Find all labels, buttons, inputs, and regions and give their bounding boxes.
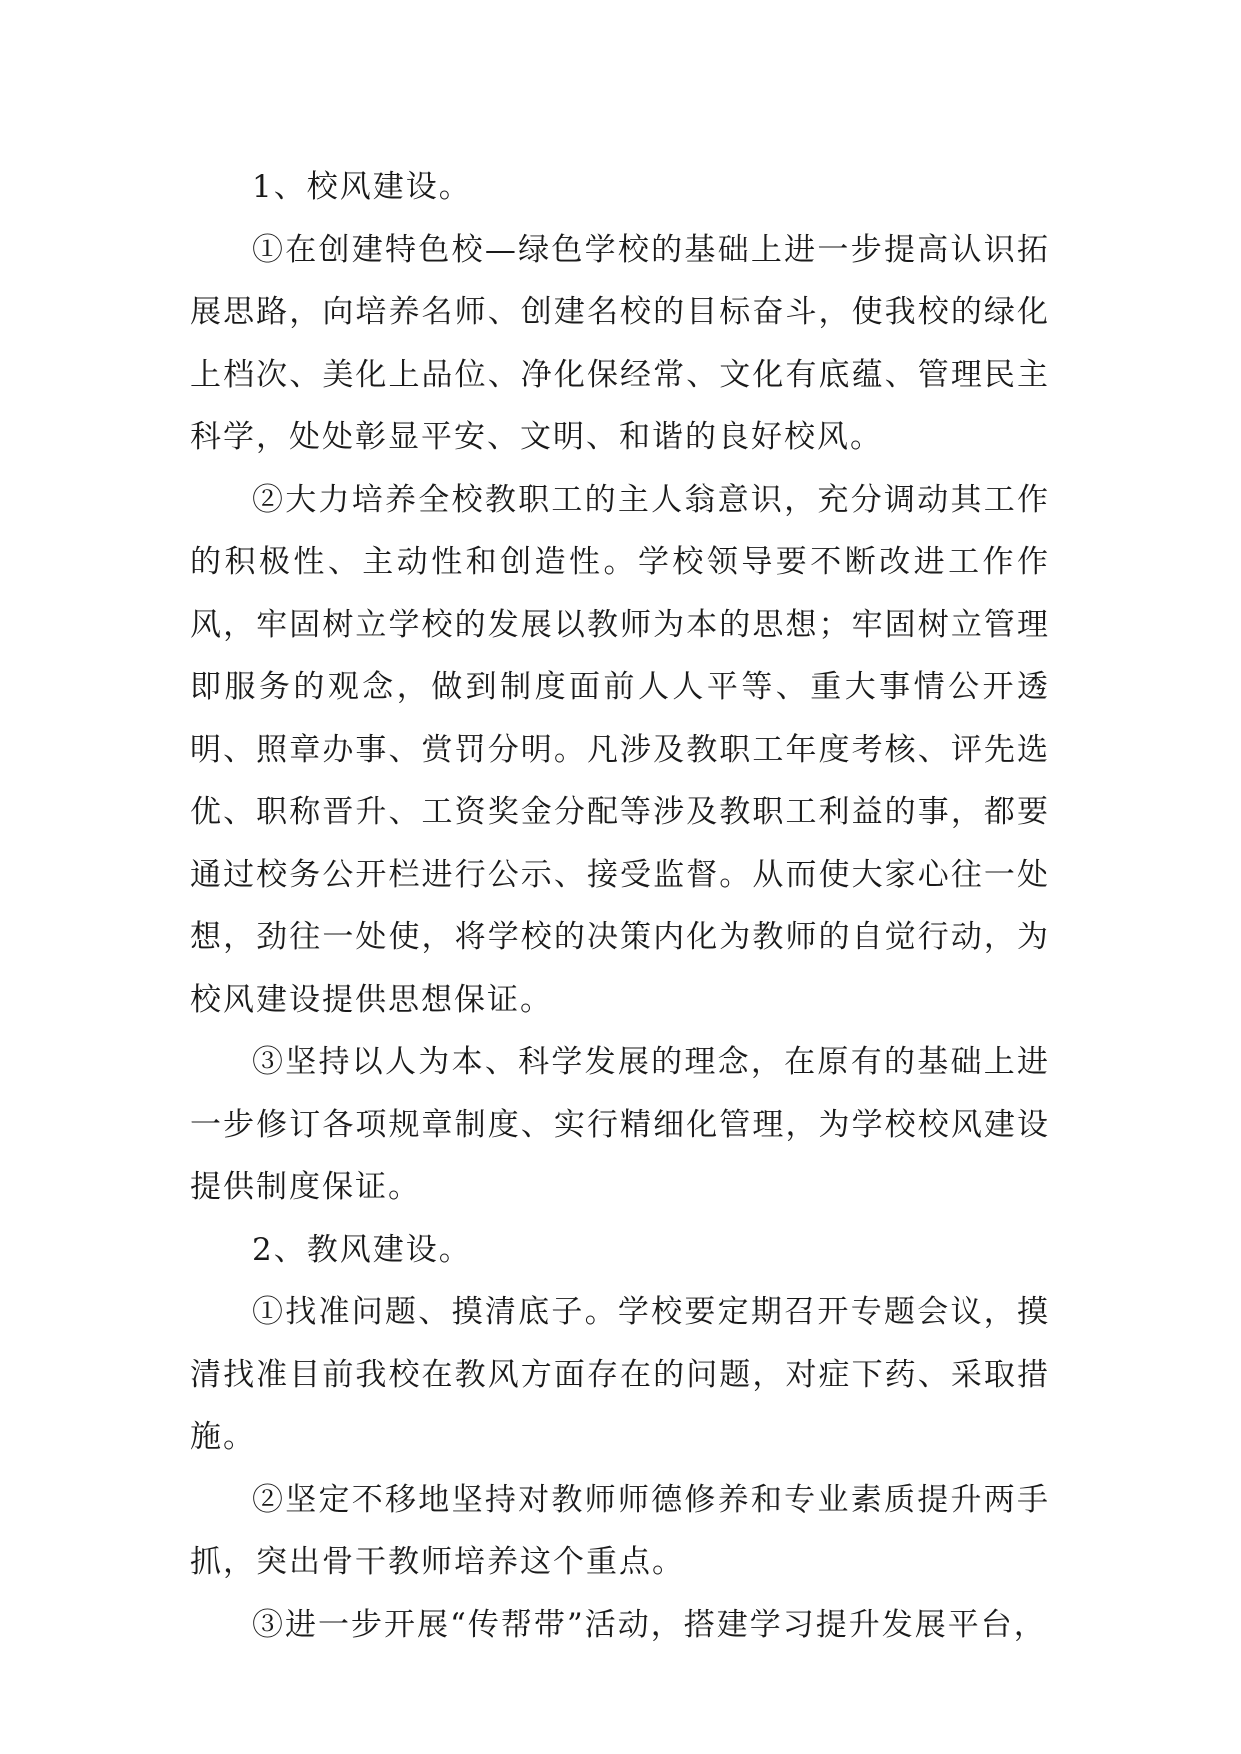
document-body [190,156,1050,1656]
paragraph-teaching-style-1: ①找准问题、摸清底子。学校要定期召开专题会议，摸清找准目前我校在教风方面存在的问题，对症下药、采取措施。 [190,1294,1050,1455]
paragraph-school-style-1: ①在创建特色校—绿色学校的基础上进一步提高认识拓展思路，向培养名师、创建名校的目标奋斗，使我校的绿化上档次、美化上品位、净化保经常、文化有底蕴、管理民主科学，处处彰显平安、文明、和谐的良好校风。 [190,231,1050,455]
paragraph-teaching-style-2: ②坚定不移地坚持对教师师德修养和专业素质提升两手抓，突出骨干教师培养这个重点。 [190,1481,1050,1580]
paragraph-teaching-style-3: ③进一步开展“传帮带”活动，搭建学习提升发展平台， [252,1606,1047,1643]
section-heading-school-style: 1、校风建设。 [252,169,472,205]
section-heading-teaching-style: 2、教风建设。 [252,1231,472,1268]
paragraph-school-style-2: ②大力培养全校教职工的主人翁意识，充分调动其工作的积极性、主动性和创造性。学校领导要不断改进工作作风，牢固树立学校的发展以教师为本的思想；牢固树立管理即服务的观念，做到制度面前人人平等、重大事情公开透明、照章办事、赏罚分明。凡涉及教职工年度考核、评先选优、职称晋升、工资奖金分配等涉及教职工利益的事，都要通过校务公开栏进行公示、接受监督。从而使大家心往一处想，劲往一处使，将学校的决策内化为教师的自觉行动，为校风建设提供思想保证。 [190,481,1050,1018]
paragraph-school-style-3: ③坚持以人为本、科学发展的理念，在原有的基础上进一步修订各项规章制度、实行精细化管理，为学校校风建设提供制度保证。 [190,1044,1050,1205]
